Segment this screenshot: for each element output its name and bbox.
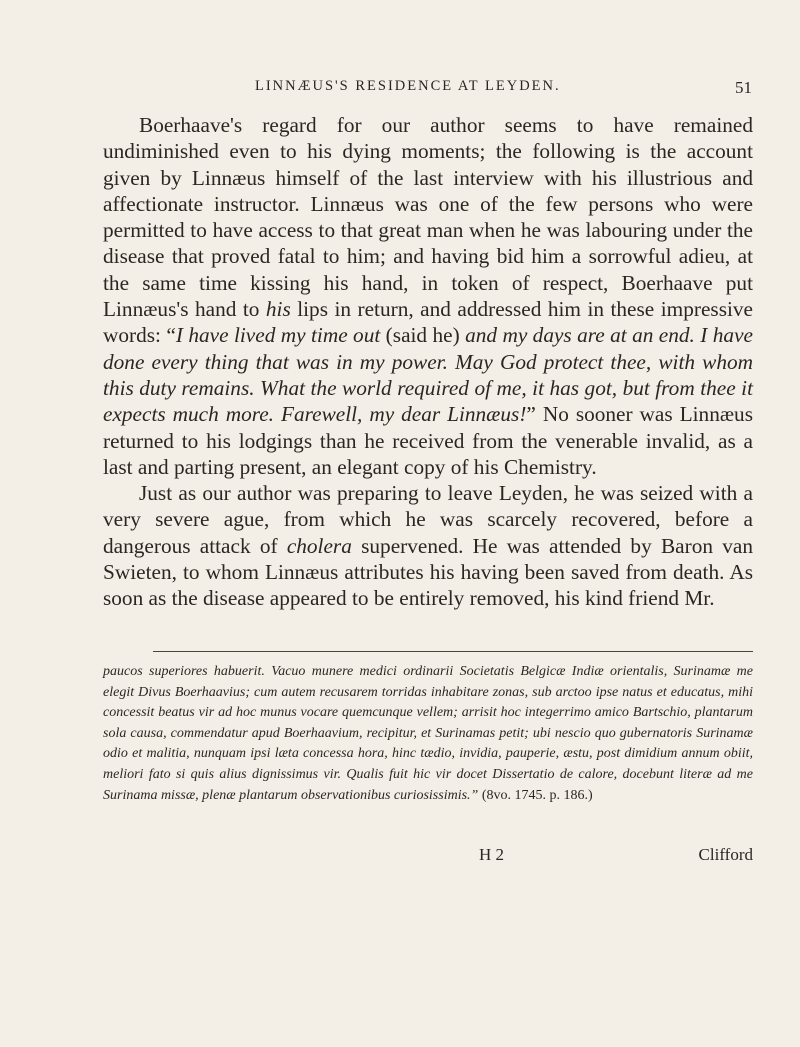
footnote-divider — [153, 651, 753, 652]
main-text — [103, 112, 753, 612]
text-run: supervened. He was attended by Baron van Swieten, to whom Linnæus attributes his having been saved from death. As soon as the disease appeared to be entirely removed, his kind friend Mr. — [103, 533, 753, 611]
footnote-latin: paucos superiores habuerit. Vacuo munere medici ordinarii Societatis Belgicæ Indiæ orientalis, Surinamæ me elegit Divus Boerhaavius; cum autem recusarem torridas inhabitare zonas, sub arctoo ipse natus et educatus, mihi concessit beatus vir ad hoc munus vocare quemcunque vellem; arrisit hoc integerrimo amico Bartschio, plantarum sola causa, commendatur apud Boerhaavium, recipitur, et Surinamas petit; ubi nescio quo gubernatoris Surinamæ odio et malitia, nunquam ipsi læta concessa hora, hinc tædio, invidia, pauperie, æstu, post dimidium annum obiit, meliori fato si quis alius dignissimus vir. Qualis fuit hic vir docet Dissertatio de calore, docebunt literæ ad me Surinama missæ, plenæ plantarum observationibus curiosissimis.” — [103, 664, 753, 803]
running-title: LINNÆUS'S RESIDENCE AT LEYDEN. — [255, 78, 561, 94]
catchword: Clifford — [698, 845, 753, 864]
paragraph-1 — [103, 112, 753, 480]
text-run: ” No sooner was Linnæus returned to his lodgings than he received from the venerable invalid, as a last and parting present, an elegant copy of his Chemistry. — [103, 402, 753, 479]
text-run: lips in return, and addressed him in these impressive words: “ — [103, 297, 753, 348]
footnote-citation: (8vo. 1745. p. 186.) — [478, 787, 593, 803]
running-header — [95, 78, 752, 102]
text-run: Boerhaave's regard for our author seems to have remained undiminished even to his dying moments; the following is the account given by Linnæus himself of the last interview with his illustrious and affectionate instructor. Linnæus was one of the few persons who were permitted to have access to that great man when he was labouring under the disease that proved fatal to him; and having bid him a sorrowful adieu, at the same time kissing his hand, in token of respect, Boerhaave put Linnæus's hand to — [103, 113, 753, 322]
page-foot — [103, 845, 753, 869]
paragraph-2 — [103, 480, 753, 611]
quote-italic: and my days are at an end. I have done every thing that was in my power. May God protect thee, with whom this duty remains. What the world required of me, it has got, but from thee it expects much more. Farewell, my dear Linnæus! — [103, 323, 753, 427]
page-number: 51 — [735, 78, 752, 97]
italic-run: cholera — [286, 533, 352, 558]
italic-run: his — [265, 297, 291, 322]
footnote — [103, 662, 753, 806]
quote-italic: I have lived my time out — [175, 323, 381, 348]
text-run: (said he) — [380, 323, 466, 348]
text-run: Just as our author was preparing to leave Leyden, he was seized with a very severe ague, from which he was scarcely recovered, before a dangerous attack of — [103, 481, 753, 558]
signature-mark: H 2 — [479, 845, 505, 864]
